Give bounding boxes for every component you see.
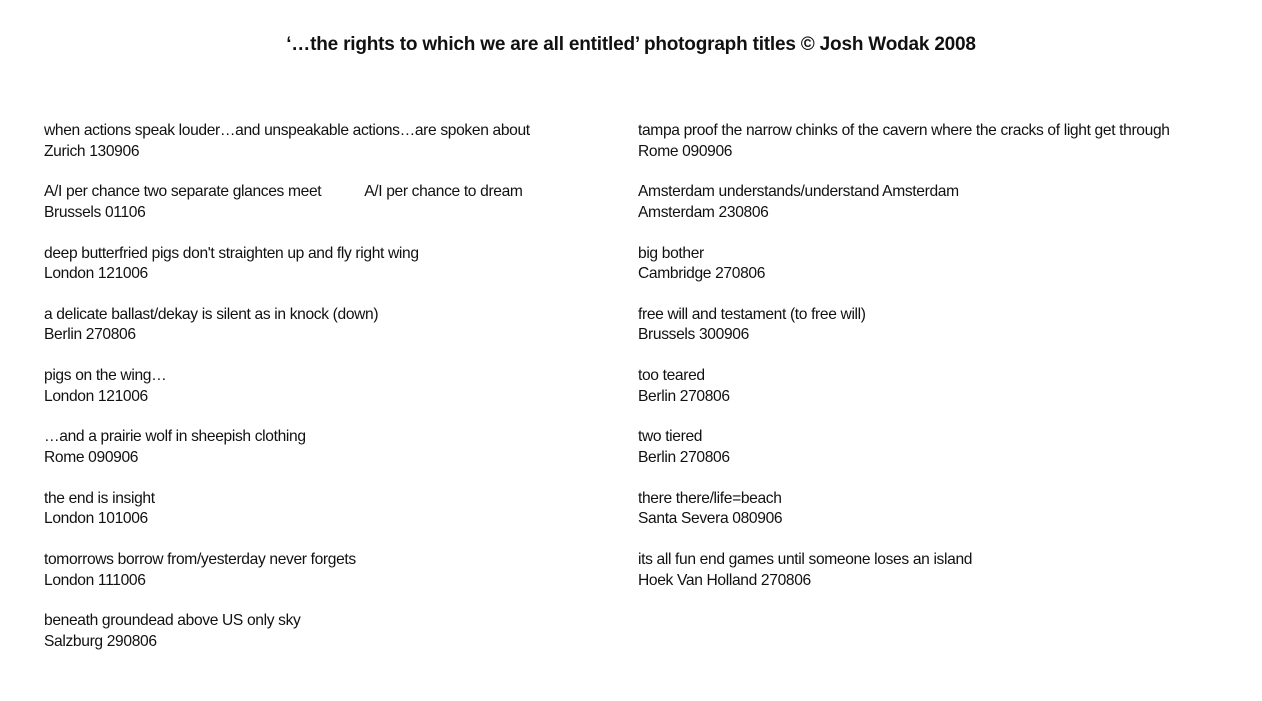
photo-title: free will and testament (to free will) — [638, 305, 866, 323]
photo-title: its all fun end games until someone loses an island — [638, 551, 973, 569]
list-item — [638, 182, 1258, 243]
photo-title: when actions speak louder…and unspeakable actions…are spoken about — [44, 122, 530, 139]
photo-title: Amsterdam understands/understand Amsterdam — [638, 183, 959, 201]
photo-location-date: Zurich 130906 — [44, 142, 140, 160]
photo-location-date: Brussels 01106 — [44, 203, 146, 221]
list-item — [638, 121, 1258, 182]
list-item — [638, 366, 1258, 427]
photo-title: big bother — [638, 244, 704, 262]
photo-title: …and a prairie wolf in sheepish clothing — [44, 428, 306, 446]
photo-location-date: Salzburg 290806 — [44, 632, 157, 650]
list-item — [44, 550, 624, 611]
right-column — [638, 121, 1258, 611]
list-item — [638, 550, 1258, 611]
photo-title: tomorrows borrow from/yesterday never forgets — [44, 551, 356, 569]
list-item — [638, 305, 1258, 366]
list-item — [44, 182, 624, 243]
list-item — [638, 489, 1258, 550]
photo-title: too teared — [638, 367, 705, 385]
page-title: ‘…the rights to which we are all entitled’ photograph titles © Josh Wodak 2008 — [286, 34, 976, 55]
photo-title: the end is insight — [44, 489, 155, 507]
list-item — [44, 305, 624, 366]
photo-location-date: Berlin 270806 — [44, 326, 136, 344]
photo-location-date: Santa Severa 080906 — [638, 510, 783, 528]
photo-location-date: London 111006 — [44, 571, 146, 589]
list-item — [44, 611, 624, 672]
list-item — [44, 244, 624, 305]
photo-title: a delicate ballast/dekay is silent as in knock (down) — [44, 305, 379, 323]
list-item — [44, 489, 624, 550]
photo-location-date: Berlin 270806 — [638, 448, 730, 466]
photo-title: tampa proof the narrow chinks of the cavern where the cracks of light get through — [638, 122, 1170, 139]
photo-location-date: London 121006 — [44, 387, 148, 405]
photo-title: beneath groundead above US only sky — [44, 612, 301, 630]
photo-location-date: Cambridge 270806 — [638, 265, 766, 283]
photo-location-date: London 101006 — [44, 510, 148, 528]
list-item — [44, 366, 624, 427]
photo-title: pigs on the wing… — [44, 367, 167, 385]
photo-title: there there/life=beach — [638, 489, 782, 507]
photo-location-date: Rome 090906 — [638, 142, 733, 160]
list-item — [44, 427, 624, 488]
photo-title: deep butterfried pigs don't straighten up and fly right wing — [44, 244, 419, 262]
photo-location-date: Amsterdam 230806 — [638, 203, 769, 221]
photo-location-date: Hoek Van Holland 270806 — [638, 571, 811, 589]
photo-title: A/I per chance two separate glances meet A/I per chance to dream — [44, 183, 523, 201]
photo-location-date: Brussels 300906 — [638, 326, 749, 344]
list-item — [44, 121, 624, 182]
list-item — [638, 244, 1258, 305]
photo-location-date: London 121006 — [44, 265, 148, 283]
photo-location-date: Rome 090906 — [44, 448, 139, 466]
photo-location-date: Berlin 270806 — [638, 387, 730, 405]
photo-title: two tiered — [638, 428, 703, 446]
list-item — [638, 427, 1258, 488]
left-column — [44, 121, 624, 673]
